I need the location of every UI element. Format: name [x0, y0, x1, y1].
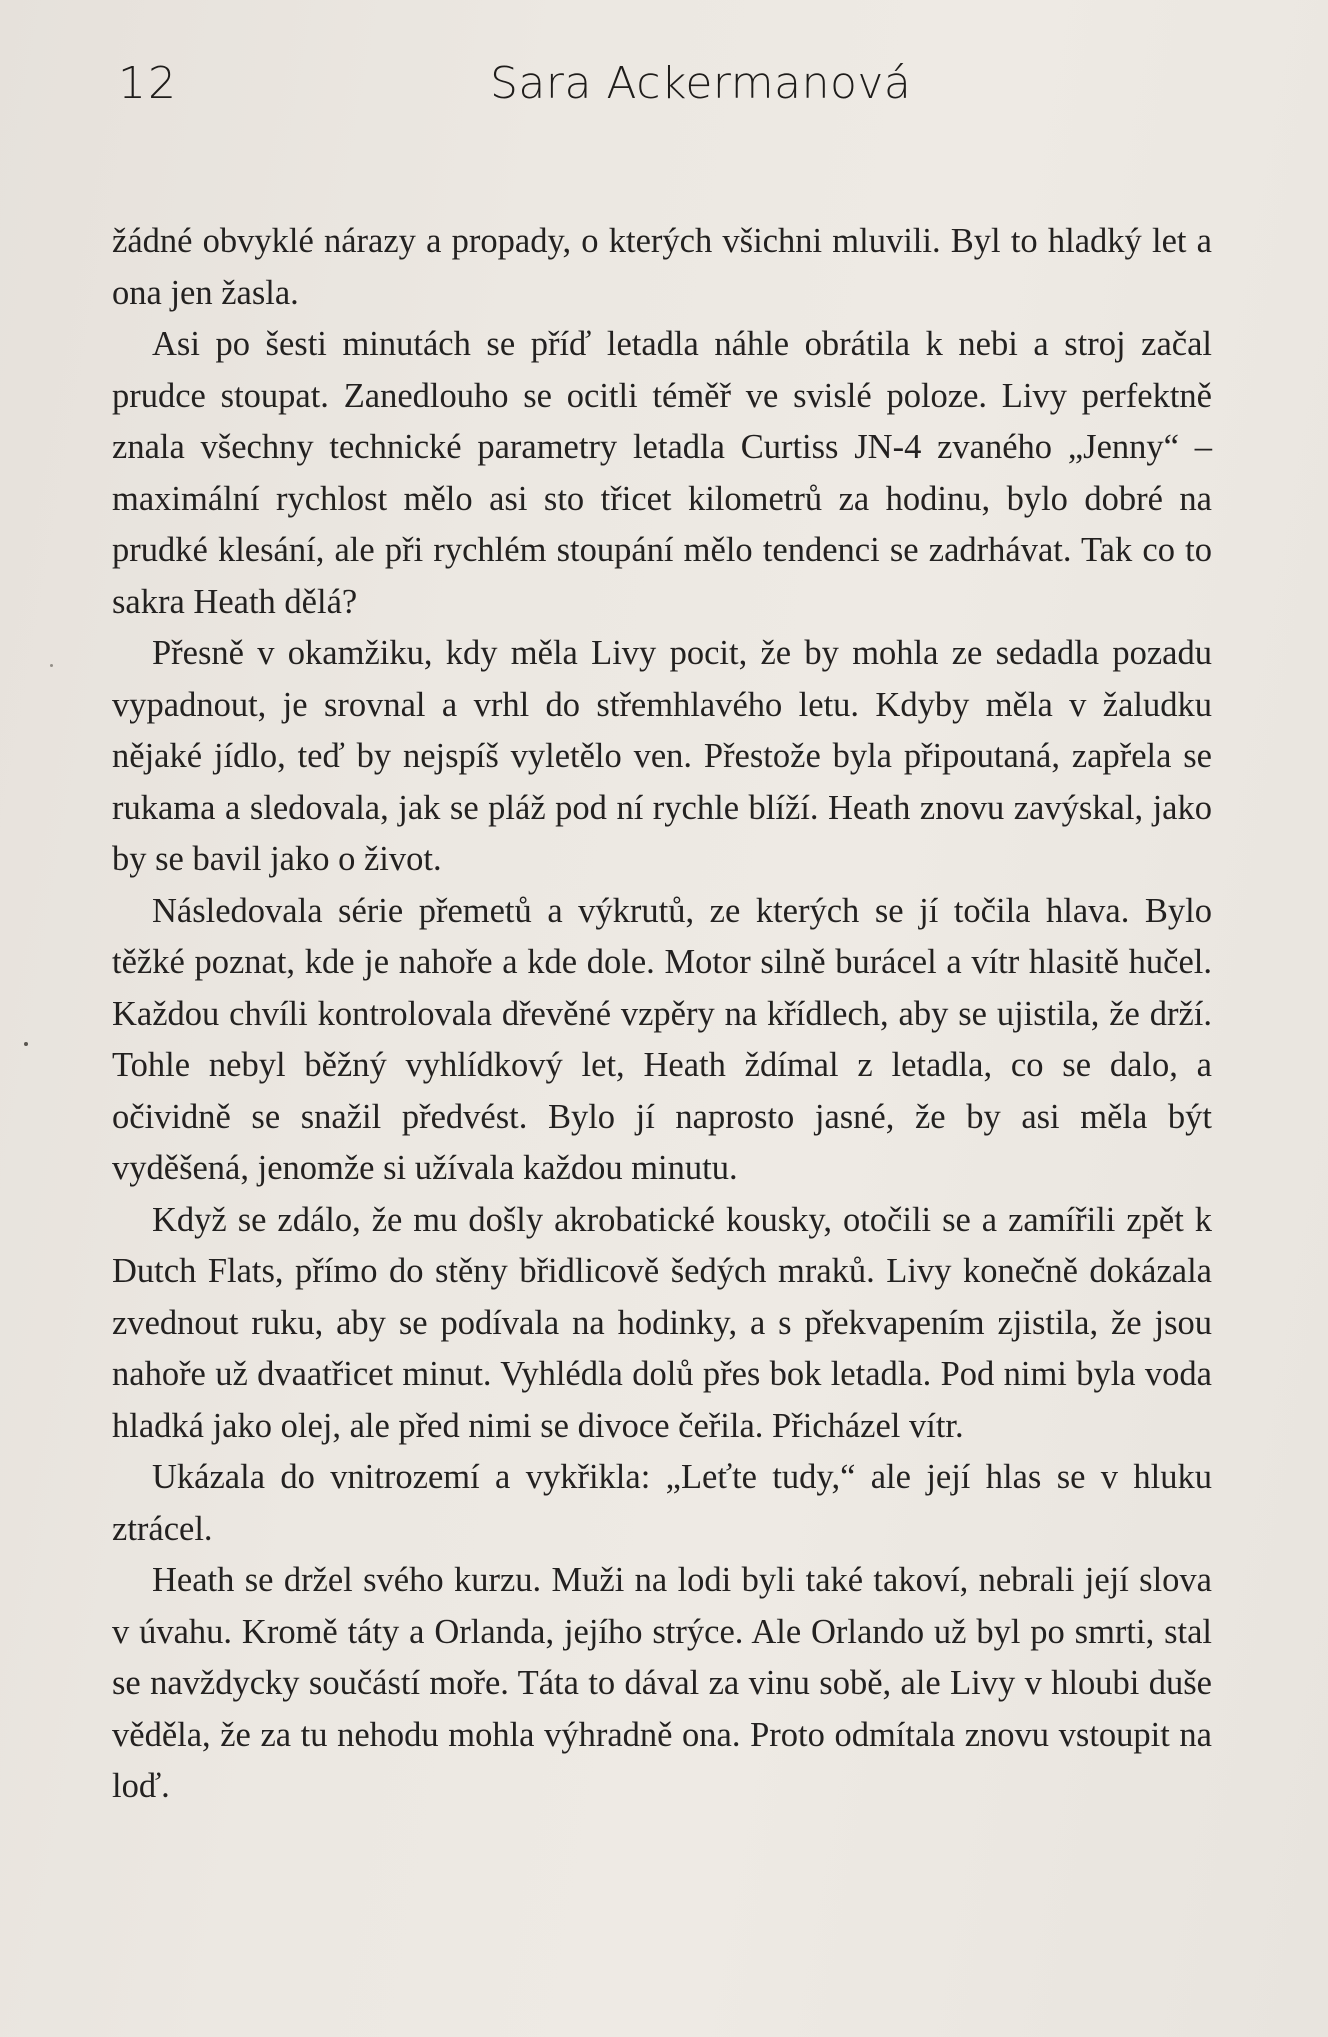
- paragraph: Heath se držel svého kurzu. Muži na lodi byli také takoví, nebrali její slova v úvahu. Kromě táty a Orlanda, jejího strýce. Ale Orlando už byl po smrti, stal se navždycky součástí moře. Táta to dával za vinu sobě, ale Livy v hloubi duše věděla, že za tu nehodu mohla výhradně ona. Proto odmítala znovu vstoupit na loď.: [112, 1561, 1212, 1805]
- page-number: 12: [118, 58, 178, 109]
- body-text: [112, 216, 1212, 1813]
- paper-speck: [50, 664, 53, 667]
- paragraph: žádné obvyklé nárazy a propady, o kterých všichni mluvili. Byl to hladký let a ona jen žasla.: [112, 222, 1212, 312]
- paragraph: Přesně v okamžiku, kdy měla Livy pocit, že by mohla ze sedadla pozadu vypadnout, je srovnal a vrhl do střemhlavého letu. Kdyby měla v žaludku nějaké jídlo, teď by nejspíš vyletělo ven. Přestože byla připoutaná, zapřela se rukama a sledovala, jak se pláž pod ní rychle blíží. Heath znovu zavýskal, jako by se bavil jako o život.: [112, 634, 1212, 878]
- paper-speck: [24, 1042, 28, 1046]
- paragraph: Ukázala do vnitrozemí a vykřikla: „Leťte tudy,“ ale její hlas se v hluku ztrácel.: [112, 1458, 1212, 1548]
- page-header: [0, 58, 1328, 118]
- running-title: Sara Ackermanová: [490, 58, 912, 109]
- paragraph: Asi po šesti minutách se příď letadla náhle obrátila k nebi a stroj začal prudce stoupat. Zanedlouho se ocitli téměř ve svislé poloze. Livy perfektně znala všechny technické parametry letadla Curtiss JN-4 zvaného „Jenny“ – maximální rychlost mělo asi sto třicet kilometrů za hodinu, bylo dobré na prudké klesání, ale při rychlém stoupání mělo tendenci se zadrhávat. Tak co to sakra Heath dělá?: [112, 325, 1212, 621]
- paragraph: Když se zdálo, že mu došly akrobatické kousky, otočili se a zamířili zpět k Dutch Flats, přímo do stěny břidlicově šedých mraků. Livy konečně dokázala zvednout ruku, aby se podívala na hodinky, a s překvapením zjistila, že jsou nahoře už dvaatřicet minut. Vyhlédla dolů přes bok letadla. Pod nimi byla voda hladká jako olej, ale před nimi se divoce čeřila. Přicházel vítr.: [112, 1200, 1212, 1445]
- paragraph: Následovala série přemetů a výkrutů, ze kterých se jí točila hlava. Bylo těžké poznat, kde je nahoře a kde dole. Motor silně burácel a vítr hlasitě hučel. Každou chvíli kontrolovala dřevěné vzpěry na křídlech, aby se ujistila, že drží. Tohle nebyl běžný vyhlídkový let, Heath ždímal z letadla, co se dalo, a očividně se snažil předvést. Bylo jí naprosto jasné, že by asi měla být vyděšená, jenomže si užívala každou minutu.: [112, 891, 1212, 1187]
